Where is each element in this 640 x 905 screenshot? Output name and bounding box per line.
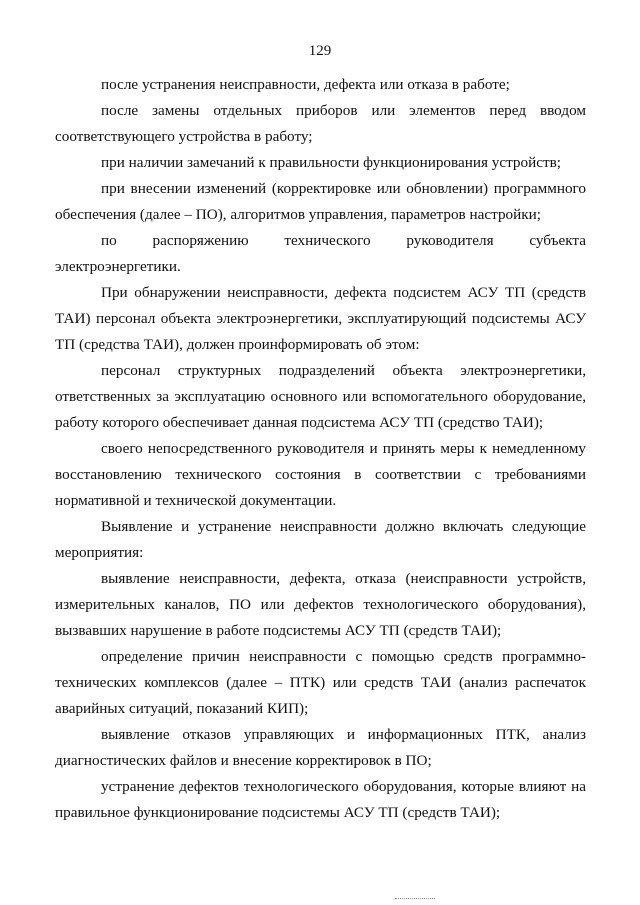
page-number: 129	[308, 43, 332, 59]
paragraph: устранение дефектов технологического оборудования, которые влияют на правильное функционирование подсистемы АСУ ТП (средств ТАИ);	[55, 778, 586, 821]
paragraph: выявление отказов управляющих и информационных ПТК, анализ диагностических файлов и внесение корректировок в ПО;	[55, 726, 586, 769]
paragraph: выявление неисправности, дефекта, отказа (неисправности устройств, измерительных каналов, ПО или дефектов технологического оборудования), вызвавших нарушение в работе подсистемы АСУ ТП (средств ТАИ);	[55, 570, 586, 639]
paragraph: своего непосредственного руководителя и принять меры к немедленному восстановлению технического состояния в соответствии с требованиями нормативной и технической документации.	[55, 440, 586, 509]
paragraph: после устранения неисправности, дефекта или отказа в работе;	[101, 76, 510, 93]
paragraph: определение причин неисправности с помощью средств программно-технических комплексов (далее – ПТК) или средств ТАИ (анализ распечаток аварийных ситуаций, показаний КИП);	[55, 648, 586, 717]
document-body	[55, 72, 586, 826]
paragraph: при наличии замечаний к правильности функционирования устройств;	[101, 154, 562, 171]
paragraph: При обнаружении неисправности, дефекта подсистем АСУ ТП (средств ТАИ) персонал объекта электроэнергетики, эксплуатирующий подсистемы АСУ ТП (средства ТАИ), должен проинформировать об этом:	[55, 284, 586, 353]
paragraph: при внесении изменений (корректировке или обновлении) программного обеспечения (далее – ПО), алгоритмов управления, параметров настройки;	[55, 180, 586, 223]
paragraph: по распоряжению технического руководителя субъекта электроэнергетики.	[55, 232, 586, 275]
paragraph: после замены отдельных приборов или элементов перед вводом соответствующего устройства в работу;	[55, 102, 586, 145]
paragraph: персонал структурных подразделений объекта электроэнергетики, ответственных за эксплуатацию основного или вспомогательного оборудование, работу которого обеспечивает данная подсистема АСУ ТП (средство ТАИ);	[55, 362, 586, 431]
scan-edge-mark	[395, 898, 435, 899]
paragraph: Выявление и устранение неисправности должно включать следующие мероприятия:	[55, 518, 586, 561]
